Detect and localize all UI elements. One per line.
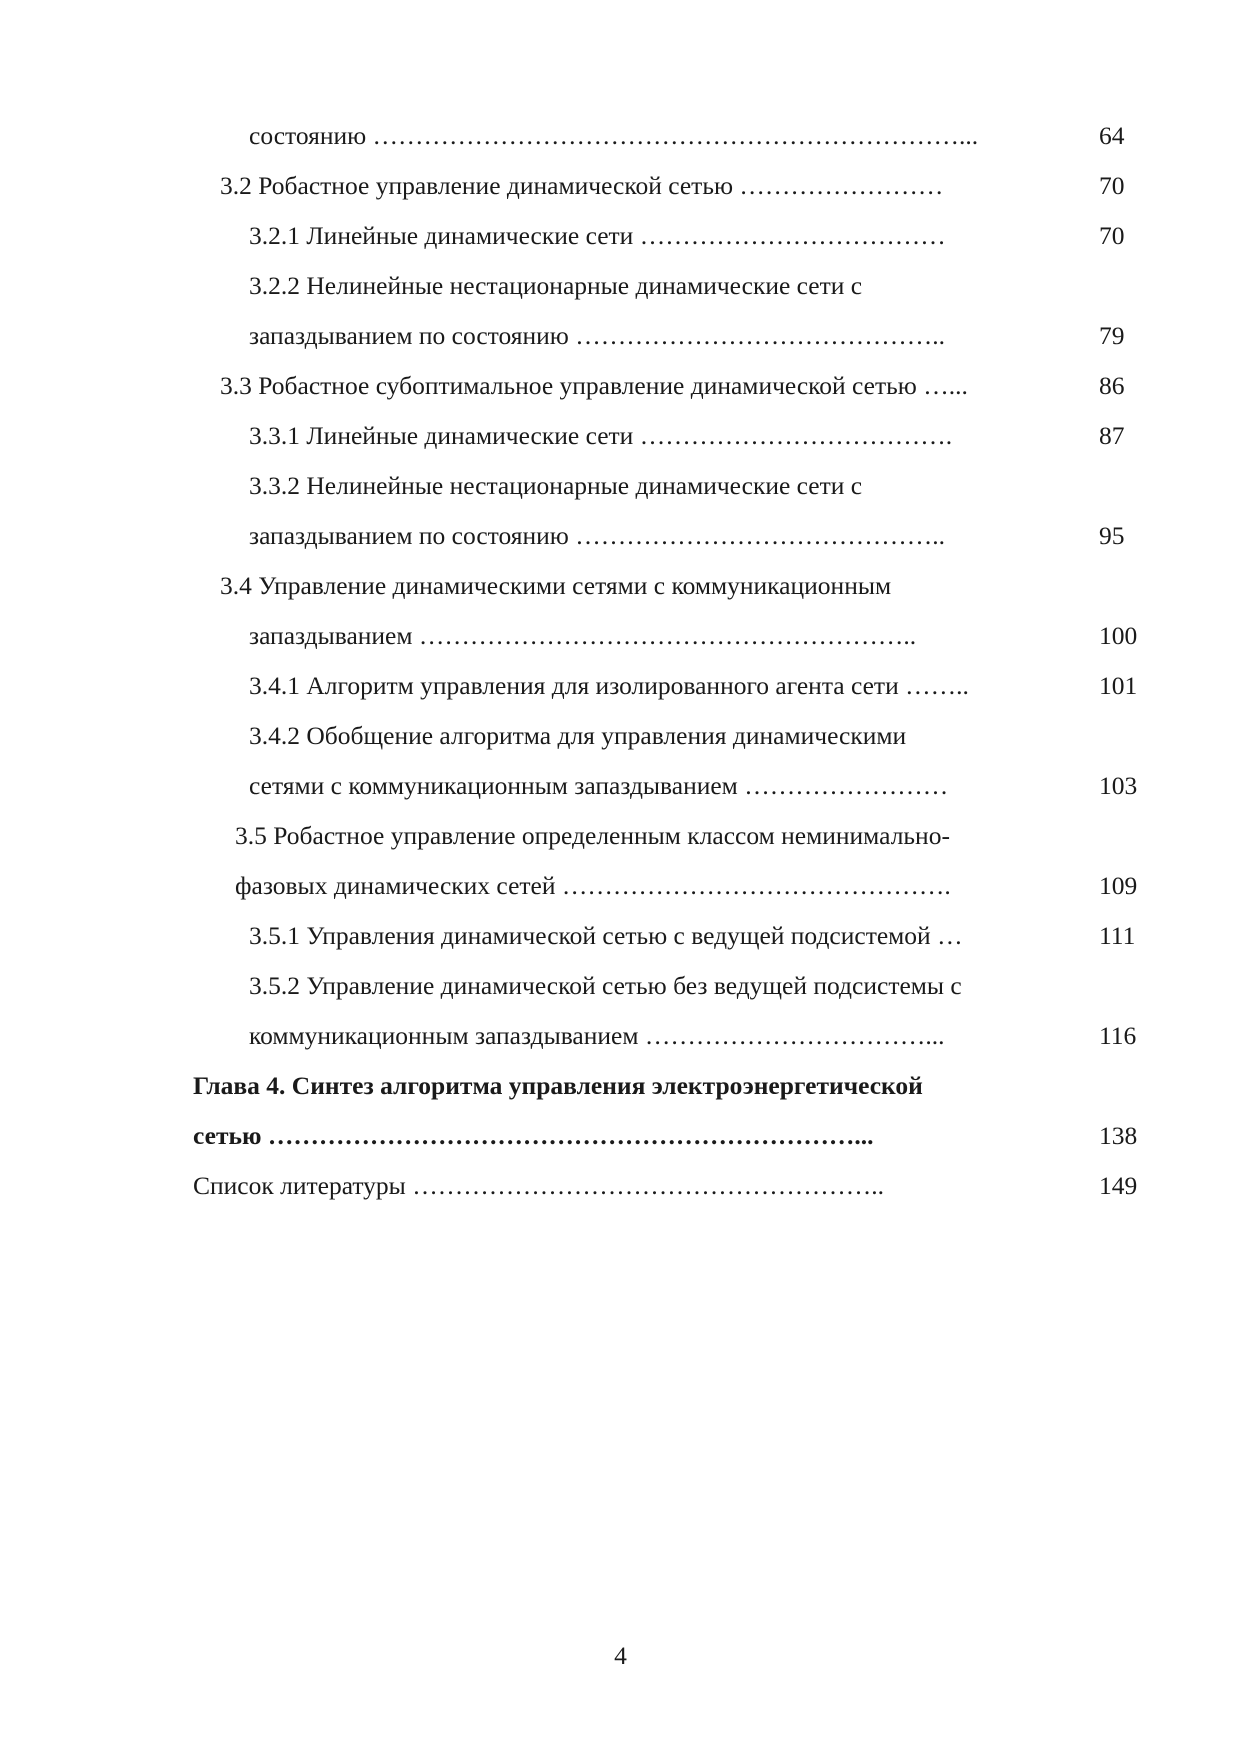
toc-entry	[0, 711, 1241, 761]
toc-entry-page-number: 149	[1099, 1171, 1138, 1200]
toc-entry-text: сетью ……………………………………………………………...	[193, 1121, 874, 1150]
toc-entry-text: 3.4.2 Обобщение алгоритма для управления динамическими	[249, 721, 907, 750]
toc-entry-page-number: 101	[1099, 671, 1138, 700]
toc-entry	[0, 1061, 1241, 1111]
toc-entry	[0, 511, 1241, 561]
toc-entry	[0, 911, 1241, 961]
toc-entry-text: 3.2.2 Нелинейные нестационарные динамические сети с	[249, 271, 863, 300]
toc-entry-page-number: 138	[1099, 1121, 1138, 1150]
toc-entry-text: сетями с коммуникационным запаздыванием ……………………	[249, 771, 949, 800]
toc-entry-text: 3.3.2 Нелинейные нестационарные динамические сети с	[249, 471, 863, 500]
toc-entry-text: 3.4 Управление динамическими сетями с коммуникационным	[220, 571, 892, 600]
toc-entry-page-number: 70	[1099, 171, 1125, 200]
toc-entry	[0, 261, 1241, 311]
toc-entry-text: запаздыванием по состоянию ……………………………………..	[249, 321, 945, 350]
toc-entry-text: 3.5 Робастное управление определенным классом неминимально-	[235, 821, 950, 850]
toc-entry-page-number: 109	[1099, 871, 1138, 900]
toc-entry-text: 3.3.1 Линейные динамические сети ……………………………….	[249, 421, 953, 450]
toc-entry	[0, 861, 1241, 911]
toc-entry-page-number: 111	[1099, 921, 1136, 950]
toc-entry	[0, 411, 1241, 461]
toc-entry-text: 3.2 Робастное управление динамической сетью ……………………	[220, 171, 944, 200]
toc-entry-page-number: 70	[1099, 221, 1125, 250]
toc-entry-text: Список литературы ………………………………………………..	[193, 1171, 884, 1200]
toc-entry	[0, 961, 1241, 1011]
toc-entry	[0, 461, 1241, 511]
toc-entry-page-number: 116	[1099, 1021, 1137, 1050]
toc-entry-text: 3.3 Робастное субоптимальное управление динамической сетью …...	[220, 371, 968, 400]
toc-entry	[0, 311, 1241, 361]
toc-entry-text: 3.5.2 Управление динамической сетью без ведущей подсистемы с	[249, 971, 962, 1000]
page-number: 4	[614, 1641, 627, 1670]
toc-entry	[0, 611, 1241, 661]
toc-entry-text: 3.5.1 Управления динамической сетью с ведущей подсистемой …	[249, 921, 963, 950]
toc-entry-page-number: 95	[1099, 521, 1125, 550]
toc-entry-text: состоянию ……………………………………………………………...	[249, 121, 979, 150]
toc-entry-page-number: 87	[1099, 421, 1125, 450]
toc-entry-page-number: 86	[1099, 371, 1125, 400]
toc-entry	[0, 1111, 1241, 1161]
toc-entry	[0, 761, 1241, 811]
toc-entry	[0, 661, 1241, 711]
toc-entry-text: запаздыванием …………………………………………………..	[249, 621, 917, 650]
toc-entry-page-number: 79	[1099, 321, 1125, 350]
toc-entry	[0, 811, 1241, 861]
toc-entry	[0, 361, 1241, 411]
toc-entry	[0, 561, 1241, 611]
toc-entry-text: коммуникационным запаздыванием ……………………………...	[249, 1021, 945, 1050]
toc-entry	[0, 161, 1241, 211]
toc-entry-text: Глава 4. Синтез алгоритма управления электроэнергетической	[193, 1071, 923, 1100]
toc-entry	[0, 1161, 1241, 1211]
toc-entry-text: 3.2.1 Линейные динамические сети ………………………………	[249, 221, 946, 250]
toc-entry-page-number: 64	[1099, 121, 1125, 150]
toc-entry-text: запаздыванием по состоянию ……………………………………..	[249, 521, 945, 550]
toc-entry-page-number: 103	[1099, 771, 1138, 800]
toc-entry-page-number: 100	[1099, 621, 1138, 650]
toc-entry-text: 3.4.1 Алгоритм управления для изолированного агента сети ……..	[249, 671, 969, 700]
toc-entry	[0, 111, 1241, 161]
toc-entry	[0, 211, 1241, 261]
toc-entry	[0, 1011, 1241, 1061]
toc-entry-text: фазовых динамических сетей ……………………………………….	[235, 871, 951, 900]
